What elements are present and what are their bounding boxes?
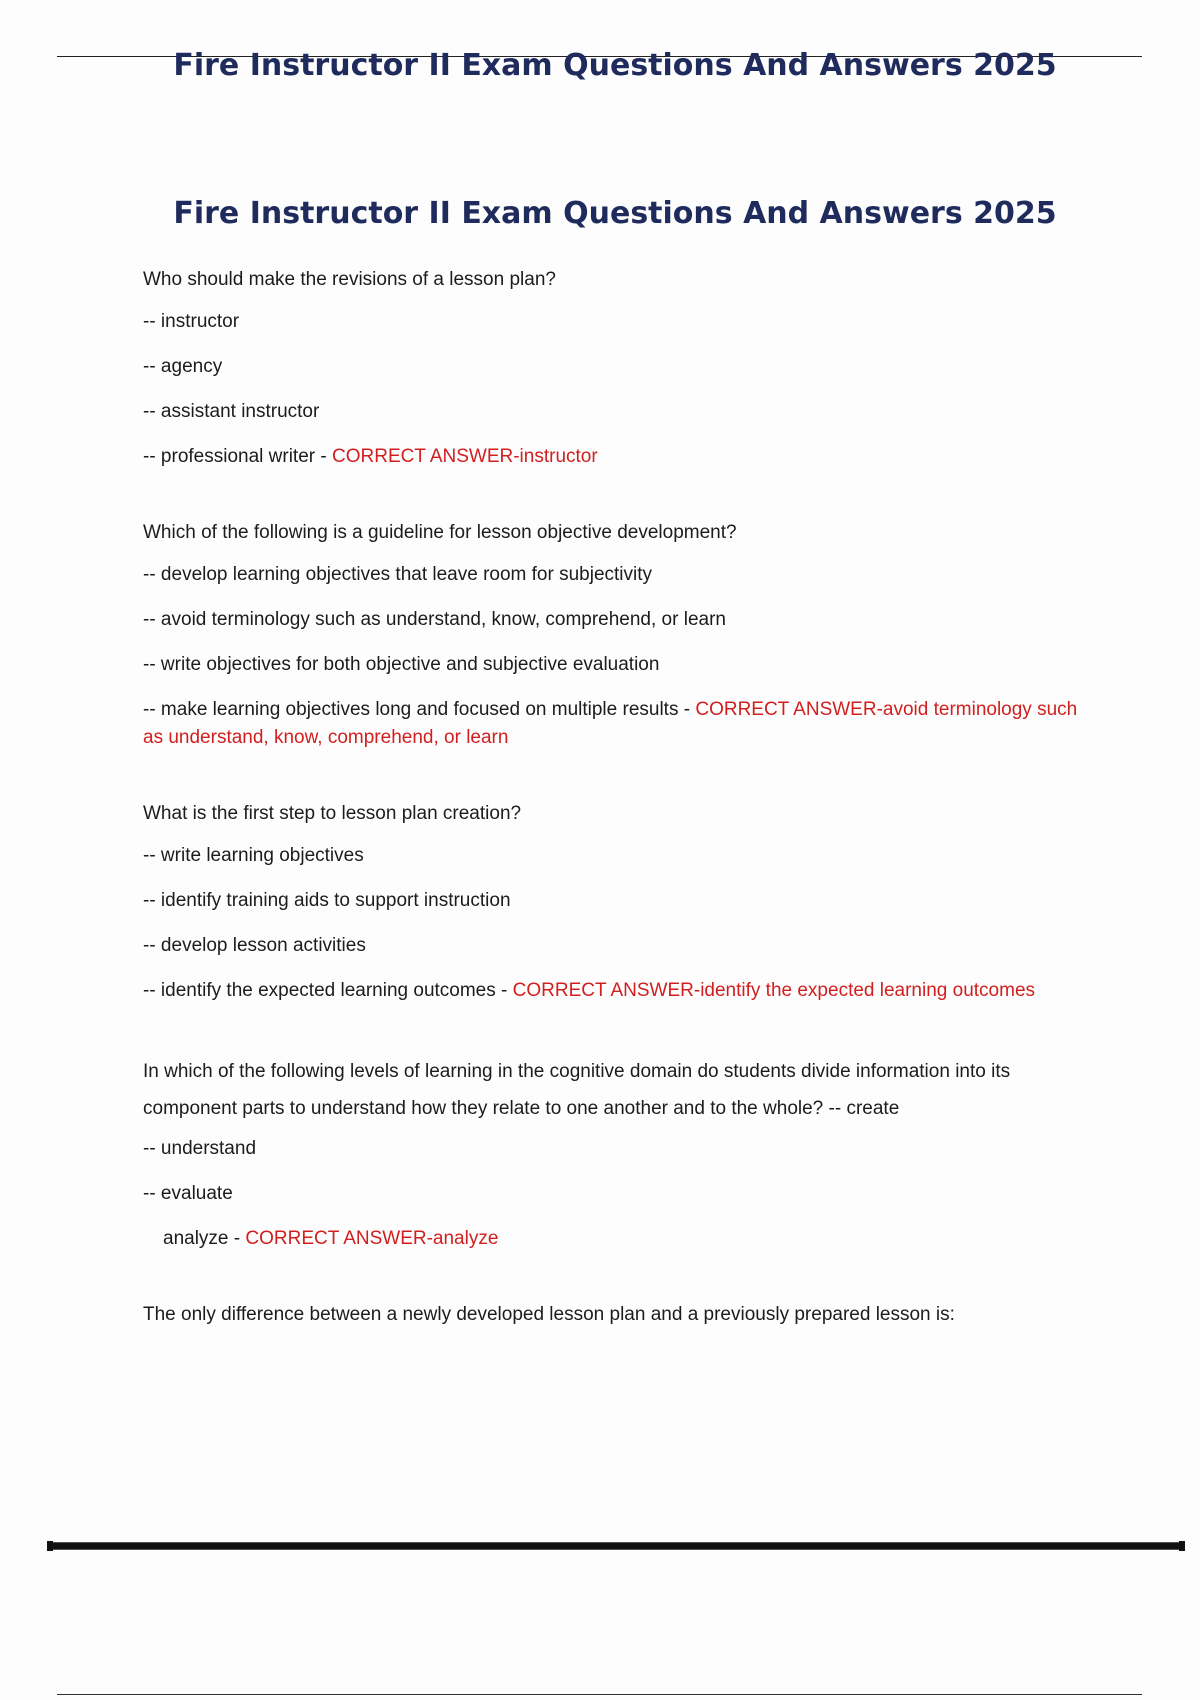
answer-option: -- identify training aids to support instruction bbox=[143, 890, 511, 911]
answer-option: -- agency bbox=[143, 356, 223, 377]
question-block-4 bbox=[143, 1053, 1093, 1253]
option-text: -- identify the expected learning outcomes - bbox=[143, 980, 513, 1001]
answer-option-last bbox=[143, 977, 1093, 1005]
question-text: In which of the following levels of learning in the cognitive domain do students divide information into its component parts to understand how they relate to one another and to the whole? -- create bbox=[143, 1061, 1011, 1119]
answer-option: -- avoid terminology such as understand, know, comprehend, or learn bbox=[143, 609, 726, 630]
question-text: What is the first step to lesson plan creation? bbox=[143, 803, 522, 824]
answer-option: -- develop learning objectives that leave room for subjectivity bbox=[143, 564, 653, 585]
correct-answer: CORRECT ANSWER-identify the expected learning outcomes bbox=[512, 980, 1036, 1001]
answer-option: -- develop lesson activities bbox=[143, 935, 366, 956]
correct-answer: CORRECT ANSWER-avoid terminology such as understand, know, comprehend, or learn bbox=[143, 699, 1078, 748]
footer-bottom-rule bbox=[57, 1694, 1142, 1695]
question-block-1 bbox=[143, 266, 1093, 471]
answer-option: -- evaluate bbox=[143, 1183, 233, 1204]
divider-endcap bbox=[1179, 1541, 1185, 1551]
answer-option-last bbox=[143, 1225, 1093, 1253]
answer-option: -- understand bbox=[143, 1138, 257, 1159]
page-header-title: Fire Instructor II Exam Questions And Answers 2025 bbox=[173, 48, 1057, 83]
correct-answer: CORRECT ANSWER-analyze bbox=[245, 1228, 499, 1249]
question-block-3 bbox=[143, 800, 1093, 1005]
answer-option: -- write learning objectives bbox=[143, 845, 364, 866]
divider-endcap bbox=[47, 1541, 53, 1551]
option-text: -- make learning objectives long and focused on multiple results - bbox=[143, 699, 696, 720]
question-text: The only difference between a newly developed lesson plan and a previously prepared lesson is: bbox=[143, 1304, 955, 1325]
question-text: Who should make the revisions of a lesson plan? bbox=[143, 269, 556, 290]
answer-option-last bbox=[143, 696, 1093, 752]
answer-option: -- instructor bbox=[143, 311, 240, 332]
correct-answer: CORRECT ANSWER-instructor bbox=[332, 446, 598, 467]
question-block-2 bbox=[143, 519, 1093, 752]
question-block-5 bbox=[143, 1301, 1093, 1329]
option-text: -- professional writer - bbox=[143, 446, 332, 467]
option-text: analyze - bbox=[163, 1228, 246, 1249]
answer-option: -- write objectives for both objective and subjective evaluation bbox=[143, 654, 660, 675]
document-title: Fire Instructor II Exam Questions And Answers 2025 bbox=[173, 196, 1057, 231]
page-divider-bar bbox=[49, 1542, 1183, 1550]
answer-option-last bbox=[143, 443, 1093, 471]
document-body bbox=[143, 266, 1093, 1377]
question-text: Which of the following is a guideline for lesson objective development? bbox=[143, 522, 737, 543]
answer-option: -- assistant instructor bbox=[143, 401, 320, 422]
